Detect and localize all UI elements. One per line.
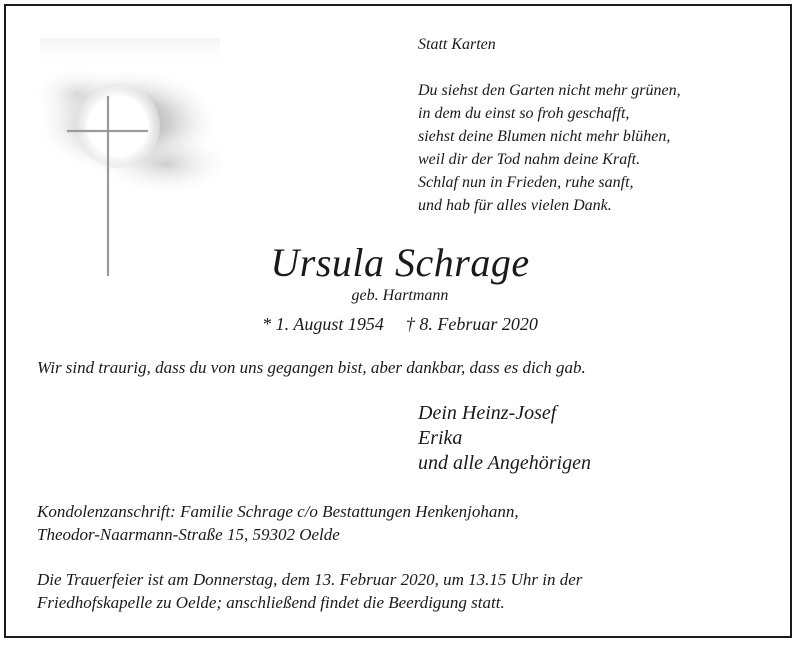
memorial-quote: Wir sind traurig, dass du von uns gegangen bist, aber dankbar, dass es dich gab. [37,358,586,377]
birth-name: geb. Hartmann [351,287,449,304]
poem-line: und hab für alles vielen Dank. [418,197,612,214]
death-date: † 8. Februar 2020 [405,314,538,334]
signature-line: und alle Angehörigen [418,452,591,474]
address-line: Theodor-Naarmann-Straße 15, 59302 Oelde [37,525,340,544]
deceased-name-row [0,239,800,287]
poem-line: in dem du einst so froh geschafft, [418,105,630,122]
signature-line: Erika [418,427,463,449]
poem-line: Schlaf nun in Frieden, ruhe sanft, [418,174,634,191]
funeral-line: Die Trauerfeier ist am Donnerstag, dem 13. Februar 2020, um 13.15 Uhr in der [37,570,583,589]
funeral-notice [37,568,777,614]
poem-line: Du siehst den Garten nicht mehr grünen, [418,82,681,99]
funeral-line: Friedhofskapelle zu Oelde; anschließend findet die Beerdigung statt. [37,593,505,612]
poem-line: siehst deine Blumen nicht mehr blühen, [418,128,671,145]
poem-line: weil dir der Tod nahm deine Kraft. [418,151,641,168]
poem-intro: Statt Karten [418,36,496,53]
life-dates [0,313,800,335]
birth-date: * 1. August 1954 [262,314,384,334]
condolence-address [37,500,777,546]
address-line: Kondolenzanschrift: Familie Schrage c/o Bestattungen Henkenjohann, [37,502,519,521]
poem [418,33,778,217]
signature-line: Dein Heinz-Josef [418,402,557,424]
deceased-name: Ursula Schrage [270,240,530,285]
signature [418,401,778,476]
